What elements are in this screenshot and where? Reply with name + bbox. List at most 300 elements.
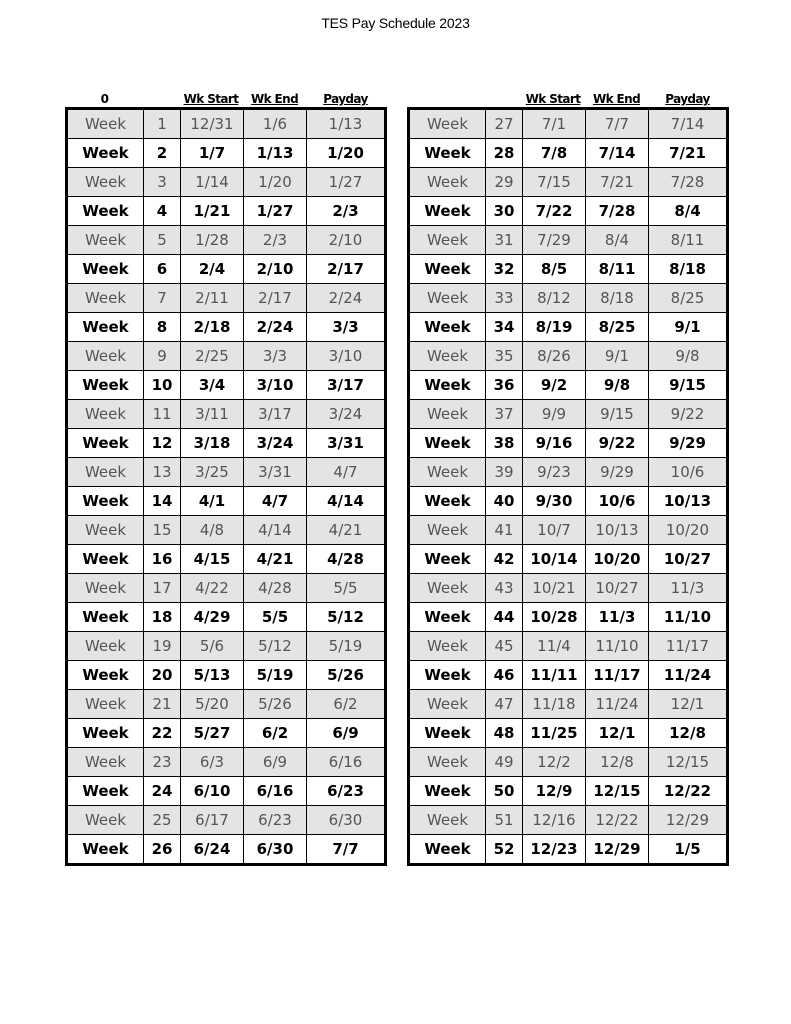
week-number-cell: 3 [144,168,181,197]
week-start-cell: 5/13 [181,661,244,690]
table-row [67,429,386,458]
week-start-cell: 11/4 [523,632,586,661]
week-end-cell: 1/27 [244,197,307,226]
week-start-cell: 7/22 [523,197,586,226]
table-row [67,777,386,806]
table-row [67,139,386,168]
week-start-cell: 8/26 [523,342,586,371]
payday-cell: 9/22 [649,400,728,429]
header-payday: Payday [665,92,710,106]
page-title: TES Pay Schedule 2023 [321,15,470,31]
table-row [409,545,728,574]
week-label-cell: Week [409,835,486,865]
table-row [409,168,728,197]
week-start-cell: 4/8 [181,516,244,545]
payday-cell: 10/6 [649,458,728,487]
table-row [67,748,386,777]
table-row [67,690,386,719]
payday-cell: 1/27 [307,168,386,197]
week-number-cell: 39 [486,458,523,487]
table-row [409,371,728,400]
week-end-cell: 6/23 [244,806,307,835]
table-row [67,284,386,313]
payday-cell: 1/13 [307,109,386,139]
payday-cell: 11/17 [649,632,728,661]
week-start-cell: 8/12 [523,284,586,313]
week-number-cell: 7 [144,284,181,313]
week-number-cell: 37 [486,400,523,429]
week-number-cell: 43 [486,574,523,603]
week-label-cell: Week [67,429,144,458]
payday-cell: 5/5 [307,574,386,603]
week-number-cell: 14 [144,487,181,516]
week-number-cell: 20 [144,661,181,690]
week-end-cell: 11/3 [586,603,649,632]
week-number-cell: 52 [486,835,523,865]
week-start-cell: 1/21 [181,197,244,226]
table-row [67,516,386,545]
payday-cell: 3/10 [307,342,386,371]
week-number-cell: 50 [486,777,523,806]
week-start-cell: 12/23 [523,835,586,865]
week-number-cell: 5 [144,226,181,255]
week-start-cell: 12/31 [181,109,244,139]
header-wk-end: Wk End [592,92,641,106]
table-row [409,139,728,168]
week-label-cell: Week [67,777,144,806]
payday-cell: 2/10 [307,226,386,255]
week-start-cell: 12/16 [523,806,586,835]
week-start-cell: 8/19 [523,313,586,342]
week-end-cell: 12/15 [586,777,649,806]
payday-cell: 4/28 [307,545,386,574]
table-row [409,284,728,313]
week-end-cell: 2/24 [244,313,307,342]
payday-cell: 11/10 [649,603,728,632]
payday-cell: 6/9 [307,719,386,748]
week-start-cell: 6/10 [181,777,244,806]
payday-cell: 12/29 [649,806,728,835]
week-start-cell: 6/17 [181,806,244,835]
week-number-cell: 27 [486,109,523,139]
payday-cell: 6/2 [307,690,386,719]
week-start-cell: 2/18 [181,313,244,342]
week-end-cell: 4/21 [244,545,307,574]
table-row [67,835,386,865]
week-number-cell: 28 [486,139,523,168]
week-number-cell: 6 [144,255,181,284]
week-start-cell: 6/3 [181,748,244,777]
week-end-cell: 3/31 [244,458,307,487]
week-number-cell: 30 [486,197,523,226]
week-number-cell: 1 [144,109,181,139]
week-number-cell: 45 [486,632,523,661]
table-row [409,226,728,255]
week-start-cell: 1/14 [181,168,244,197]
week-number-cell: 9 [144,342,181,371]
week-end-cell: 11/24 [586,690,649,719]
week-number-cell: 22 [144,719,181,748]
week-end-cell: 6/30 [244,835,307,865]
week-end-cell: 4/28 [244,574,307,603]
week-label-cell: Week [67,516,144,545]
week-start-cell: 12/2 [523,748,586,777]
week-end-cell: 12/8 [586,748,649,777]
payday-cell: 9/1 [649,313,728,342]
payday-cell: 3/17 [307,371,386,400]
payday-cell: 1/5 [649,835,728,865]
week-start-cell: 2/11 [181,284,244,313]
table-row [409,690,728,719]
week-start-cell: 3/11 [181,400,244,429]
week-start-cell: 6/24 [181,835,244,865]
table-row [409,748,728,777]
week-end-cell: 4/14 [244,516,307,545]
week-end-cell: 3/10 [244,371,307,400]
week-label-cell: Week [409,806,486,835]
week-number-cell: 29 [486,168,523,197]
week-end-cell: 8/4 [586,226,649,255]
week-start-cell: 10/7 [523,516,586,545]
week-start-cell: 9/9 [523,400,586,429]
payday-cell: 10/27 [649,545,728,574]
week-label-cell: Week [67,690,144,719]
week-label-cell: Week [409,777,486,806]
payday-cell: 8/4 [649,197,728,226]
table-row [409,487,728,516]
table-row [67,806,386,835]
week-number-cell: 34 [486,313,523,342]
week-label-cell: Week [409,371,486,400]
week-end-cell: 10/27 [586,574,649,603]
week-label-cell: Week [67,342,144,371]
week-label-cell: Week [409,719,486,748]
week-label-cell: Week [409,284,486,313]
table-row [409,719,728,748]
table-row [67,342,386,371]
table-row [67,545,386,574]
week-label-cell: Week [67,139,144,168]
week-number-cell: 15 [144,516,181,545]
week-label-cell: Week [67,748,144,777]
table-row [409,429,728,458]
header-payday: Payday [323,92,368,106]
table-header [65,90,387,107]
table-row [67,661,386,690]
week-start-cell: 3/4 [181,371,244,400]
week-start-cell: 4/22 [181,574,244,603]
week-start-cell: 4/29 [181,603,244,632]
week-number-cell: 19 [144,632,181,661]
payday-cell: 4/21 [307,516,386,545]
week-label-cell: Week [67,168,144,197]
table-row [409,574,728,603]
table-row [67,371,386,400]
week-label-cell: Week [67,545,144,574]
week-label-cell: Week [409,400,486,429]
table-row [67,603,386,632]
week-label-cell: Week [409,487,486,516]
week-label-cell: Week [409,661,486,690]
table-row [409,835,728,865]
table-row [409,109,728,139]
week-end-cell: 9/8 [586,371,649,400]
week-end-cell: 10/13 [586,516,649,545]
week-end-cell: 10/20 [586,545,649,574]
payday-cell: 9/8 [649,342,728,371]
week-end-cell: 7/28 [586,197,649,226]
week-number-cell: 12 [144,429,181,458]
table-row [409,400,728,429]
week-label-cell: Week [409,545,486,574]
payday-cell: 11/24 [649,661,728,690]
table-row [67,255,386,284]
payday-cell: 3/24 [307,400,386,429]
table-row [67,632,386,661]
week-number-cell: 47 [486,690,523,719]
payday-cell: 9/15 [649,371,728,400]
week-end-cell: 4/7 [244,487,307,516]
week-end-cell: 2/3 [244,226,307,255]
week-start-cell: 4/1 [181,487,244,516]
week-end-cell: 3/17 [244,400,307,429]
week-end-cell: 5/5 [244,603,307,632]
week-start-cell: 8/5 [523,255,586,284]
payday-cell: 5/12 [307,603,386,632]
table-row [67,109,386,139]
week-start-cell: 11/25 [523,719,586,748]
payday-cell: 8/11 [649,226,728,255]
week-end-cell: 12/1 [586,719,649,748]
week-start-cell: 10/21 [523,574,586,603]
header-wk-end: Wk End [250,92,299,106]
week-end-cell: 10/6 [586,487,649,516]
week-end-cell: 5/19 [244,661,307,690]
payday-cell: 7/7 [307,835,386,865]
payday-cell: 6/30 [307,806,386,835]
week-number-cell: 32 [486,255,523,284]
week-start-cell: 2/4 [181,255,244,284]
corner-label: 0 [100,92,109,106]
week-number-cell: 13 [144,458,181,487]
payday-cell: 2/17 [307,255,386,284]
week-label-cell: Week [409,458,486,487]
table-row [409,632,728,661]
week-end-cell: 6/2 [244,719,307,748]
week-number-cell: 33 [486,284,523,313]
week-number-cell: 11 [144,400,181,429]
table-row [67,313,386,342]
week-start-cell: 11/18 [523,690,586,719]
week-label-cell: Week [67,487,144,516]
payday-cell: 2/3 [307,197,386,226]
table-row [67,400,386,429]
week-start-cell: 5/27 [181,719,244,748]
week-label-cell: Week [67,400,144,429]
payday-cell: 12/22 [649,777,728,806]
payday-cell: 7/28 [649,168,728,197]
week-number-cell: 24 [144,777,181,806]
week-number-cell: 21 [144,690,181,719]
table-row [67,719,386,748]
table-row [409,603,728,632]
week-end-cell: 1/6 [244,109,307,139]
week-start-cell: 1/28 [181,226,244,255]
week-end-cell: 2/17 [244,284,307,313]
week-start-cell: 7/15 [523,168,586,197]
payday-cell: 10/20 [649,516,728,545]
week-label-cell: Week [409,313,486,342]
week-number-cell: 36 [486,371,523,400]
week-label-cell: Week [409,574,486,603]
table-row [409,197,728,226]
week-label-cell: Week [409,748,486,777]
week-end-cell: 12/29 [586,835,649,865]
table-header [407,90,729,107]
week-start-cell: 5/20 [181,690,244,719]
week-end-cell: 11/10 [586,632,649,661]
week-start-cell: 3/18 [181,429,244,458]
week-number-cell: 46 [486,661,523,690]
table-row [409,661,728,690]
week-label-cell: Week [67,719,144,748]
week-label-cell: Week [409,109,486,139]
week-number-cell: 42 [486,545,523,574]
week-start-cell: 9/23 [523,458,586,487]
week-number-cell: 31 [486,226,523,255]
schedule-table-left [65,90,387,866]
header-wk-start: Wk Start [183,92,239,106]
week-label-cell: Week [409,197,486,226]
week-number-cell: 16 [144,545,181,574]
week-number-cell: 18 [144,603,181,632]
week-end-cell: 5/12 [244,632,307,661]
week-start-cell: 7/1 [523,109,586,139]
week-start-cell: 11/11 [523,661,586,690]
week-end-cell: 8/11 [586,255,649,284]
week-start-cell: 10/28 [523,603,586,632]
week-end-cell: 6/9 [244,748,307,777]
week-label-cell: Week [409,632,486,661]
payday-cell: 5/26 [307,661,386,690]
week-label-cell: Week [409,226,486,255]
table-row [409,313,728,342]
table-row [67,487,386,516]
week-number-cell: 26 [144,835,181,865]
week-number-cell: 51 [486,806,523,835]
week-label-cell: Week [409,690,486,719]
week-label-cell: Week [409,516,486,545]
week-end-cell: 7/7 [586,109,649,139]
week-label-cell: Week [409,139,486,168]
week-number-cell: 10 [144,371,181,400]
week-number-cell: 2 [144,139,181,168]
header-wk-start: Wk Start [525,92,581,106]
pay-schedule-table [65,107,387,866]
week-number-cell: 48 [486,719,523,748]
table-row [409,255,728,284]
payday-cell: 9/29 [649,429,728,458]
week-start-cell: 3/25 [181,458,244,487]
table-row [67,226,386,255]
week-label-cell: Week [67,109,144,139]
payday-cell: 6/16 [307,748,386,777]
week-label-cell: Week [67,603,144,632]
week-number-cell: 17 [144,574,181,603]
week-number-cell: 35 [486,342,523,371]
week-start-cell: 9/30 [523,487,586,516]
week-end-cell: 8/25 [586,313,649,342]
week-end-cell: 3/24 [244,429,307,458]
payday-cell: 8/25 [649,284,728,313]
week-label-cell: Week [67,371,144,400]
week-start-cell: 7/29 [523,226,586,255]
table-row [409,777,728,806]
table-row [409,516,728,545]
week-number-cell: 4 [144,197,181,226]
payday-cell: 3/3 [307,313,386,342]
week-end-cell: 9/22 [586,429,649,458]
payday-cell: 8/18 [649,255,728,284]
week-start-cell: 1/7 [181,139,244,168]
payday-cell: 12/15 [649,748,728,777]
schedule-table-right [407,90,729,866]
table-row [409,458,728,487]
week-end-cell: 8/18 [586,284,649,313]
payday-cell: 12/1 [649,690,728,719]
week-label-cell: Week [67,806,144,835]
week-number-cell: 41 [486,516,523,545]
payday-cell: 11/3 [649,574,728,603]
week-label-cell: Week [67,197,144,226]
table-row [67,197,386,226]
week-number-cell: 49 [486,748,523,777]
payday-cell: 4/14 [307,487,386,516]
payday-cell: 4/7 [307,458,386,487]
week-end-cell: 5/26 [244,690,307,719]
week-label-cell: Week [67,632,144,661]
table-row [67,168,386,197]
week-end-cell: 9/29 [586,458,649,487]
table-row [67,458,386,487]
week-label-cell: Week [409,255,486,284]
week-start-cell: 7/8 [523,139,586,168]
payday-cell: 12/8 [649,719,728,748]
week-number-cell: 44 [486,603,523,632]
week-start-cell: 4/15 [181,545,244,574]
payday-cell: 6/23 [307,777,386,806]
week-start-cell: 5/6 [181,632,244,661]
week-label-cell: Week [409,603,486,632]
week-end-cell: 6/16 [244,777,307,806]
week-start-cell: 2/25 [181,342,244,371]
week-label-cell: Week [67,284,144,313]
payday-cell: 1/20 [307,139,386,168]
week-end-cell: 2/10 [244,255,307,284]
payday-cell: 10/13 [649,487,728,516]
week-label-cell: Week [409,168,486,197]
week-label-cell: Week [67,835,144,865]
week-start-cell: 12/9 [523,777,586,806]
week-label-cell: Week [67,661,144,690]
week-label-cell: Week [409,429,486,458]
week-start-cell: 9/16 [523,429,586,458]
week-start-cell: 9/2 [523,371,586,400]
week-label-cell: Week [67,458,144,487]
table-row [409,806,728,835]
week-end-cell: 12/22 [586,806,649,835]
week-number-cell: 23 [144,748,181,777]
